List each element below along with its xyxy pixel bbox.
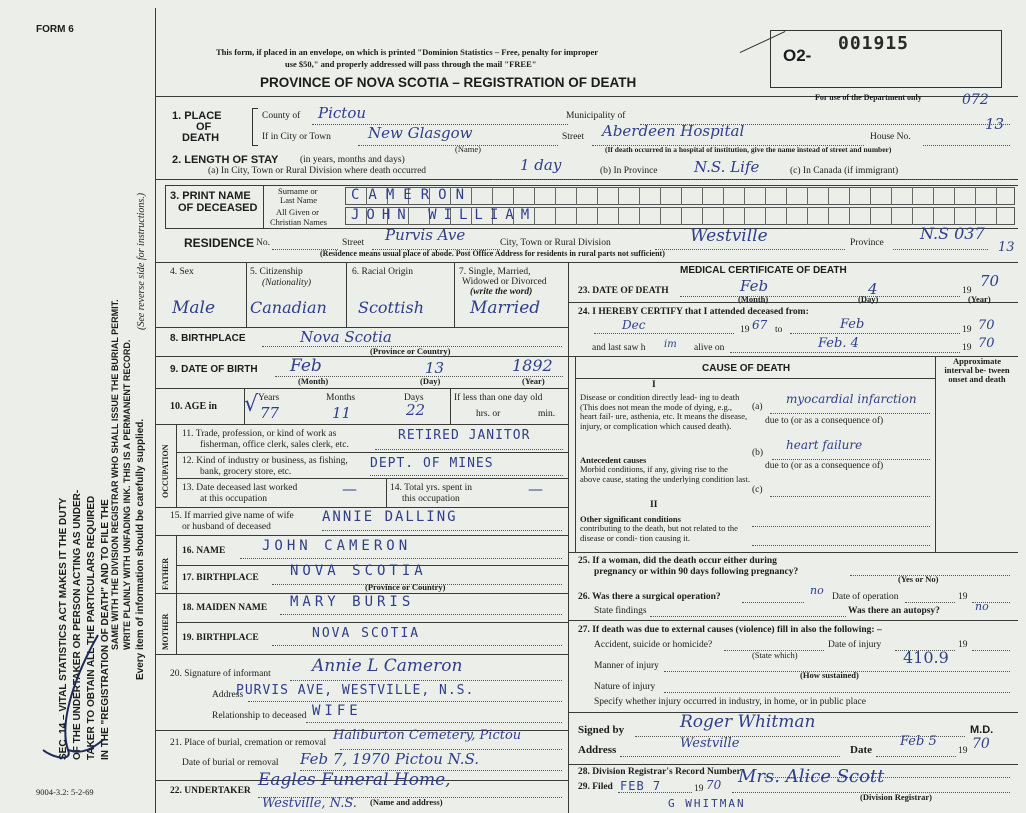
stay-a-value: 1 day	[520, 156, 562, 174]
name-grid-cell-divider	[618, 187, 619, 205]
dob-year: 1892	[512, 356, 553, 375]
given-names-label-2: Christian Names	[270, 217, 327, 227]
name-grid-cell-divider	[534, 187, 535, 205]
name-grid-cell-divider	[702, 187, 703, 205]
cause-a-value: myocardial infarction	[786, 392, 917, 406]
informant-address-label: Address	[212, 690, 244, 700]
state-which-label: (State which)	[752, 650, 798, 660]
mother-name-label: 18. MAIDEN NAME	[182, 603, 268, 613]
pregnancy-label: 25. If a woman, did the death occur either during	[578, 556, 777, 566]
given-names-value: JOHN WILLIAM	[351, 207, 537, 223]
dob-year-label: (Year)	[522, 376, 545, 386]
cause-b-value: heart failure	[786, 438, 863, 452]
dob-month-label: (Month)	[298, 376, 329, 386]
mother-birthplace-label: 19. BIRTHPLACE	[182, 633, 259, 643]
name-grid-cell-divider	[765, 187, 766, 205]
name-grid-cell-divider	[807, 207, 808, 225]
name-grid-cell-divider	[849, 207, 850, 225]
date-of-death-label: 23. DATE OF DEATH	[578, 286, 669, 296]
antecedent-sub: Morbid conditions, if any, giving rise to the above cause, stating the underlying condition last.	[580, 464, 750, 484]
accident-label: Accident, suicide or homicide?	[594, 640, 713, 650]
disease-label: Disease or condition directly lead- ing to death (This does not mean the mode of dying, e.g., heart fail- ure, asthenia, etc. It means the disease, injury, or complication which caused death).	[580, 392, 748, 431]
death-street-value: Aberdeen Hospital	[602, 122, 745, 140]
cause-of-death-title: CAUSE OF DEATH	[702, 363, 791, 374]
physician-address: Westville	[680, 736, 740, 751]
cause-b-label: (b)	[752, 448, 764, 458]
registration-number: 001915	[838, 33, 910, 54]
undertaker-label: 22. UNDERTAKER	[170, 786, 251, 796]
last-saw-year: 70	[978, 336, 995, 351]
certify-label: 24. I HEREBY CERTIFY that I attended deceased from:	[578, 307, 809, 317]
last-saw-label: and last saw h	[592, 343, 646, 353]
informant-signature: Annie L Cameron	[312, 656, 463, 676]
residence-province-code: 13	[998, 240, 1015, 255]
name-grid-cell-divider	[555, 207, 556, 225]
burial-date-value: Feb 7, 1970 Pictou N.S.	[300, 750, 480, 768]
birthplace-label: 8. BIRTHPLACE	[170, 333, 246, 344]
name-grid-cell-divider	[492, 187, 493, 205]
filed-year-prefix: 19	[694, 784, 704, 794]
name-sub: (Name)	[455, 144, 481, 154]
name-grid-cell-divider	[828, 207, 829, 225]
signature-mark	[38, 630, 108, 770]
citizenship-value: Canadian	[250, 298, 327, 317]
house-value: 13	[985, 115, 1005, 133]
sidebar-law-text-5: SAME WITH THE DIVISION REGISTRAR WHO SHALL ISSUE THE BURIAL PERMIT.	[110, 299, 120, 650]
dob-day-label: (Day)	[420, 376, 441, 386]
citizenship-label: 5. Citizenship	[250, 267, 303, 277]
burial-place-value: Haliburton Cemetery, Pictou	[333, 728, 522, 743]
stay-sub: (in years, months and days)	[300, 155, 405, 165]
name-grid-cell-divider	[975, 187, 976, 205]
signed-date-label: Date	[850, 744, 872, 756]
sidebar-note-2: (See reverse side for instructions.)	[136, 192, 147, 330]
place-label-of: OF	[196, 121, 212, 133]
residence-city-value: Westville	[690, 226, 768, 246]
mother-name-value: MARY BURIS	[290, 594, 415, 610]
other-conditions-sub: contributing to the death, but not related to the disease or condi- tion causing it.	[580, 523, 738, 543]
attended-from-year-prefix: 19	[740, 325, 750, 335]
marital-label: 7. Single, Married,	[459, 267, 531, 277]
name-grid-cell-divider	[555, 187, 556, 205]
sidebar-law-text-3: TAKER TO OBTAIN ALL THE PARTICULARS REQUIRED	[86, 495, 97, 760]
age-less-label: If less than one day old	[454, 393, 543, 403]
department-code: 072	[962, 92, 989, 108]
name-grid-cell-divider	[786, 187, 787, 205]
stay-b-value: N.S. Life	[694, 158, 760, 176]
residence-street-value: Purvis Ave	[385, 226, 466, 244]
name-grid-cell-divider	[912, 207, 913, 225]
form-title: PROVINCE OF NOVA SCOTIA – REGISTRATION OF DEATH	[260, 75, 637, 90]
interval-label: Approximate interval be- tween onset and death	[944, 356, 1010, 384]
last-worked-label: 13. Date deceased last worked	[182, 483, 298, 493]
age-years-label: Years	[258, 393, 280, 403]
findings-label: State findings	[594, 606, 647, 616]
external-code-value: 410.9	[903, 648, 949, 667]
cause-c-label: (c)	[752, 485, 763, 495]
name-grid-cell-divider	[681, 187, 682, 205]
name-grid-cell-divider	[660, 207, 661, 225]
age-years-value: 77	[260, 404, 280, 422]
age-months-value: 11	[332, 404, 352, 422]
length-of-stay-label: 2. LENGTH OF STAY	[172, 154, 279, 166]
city-label: If in City or Town	[262, 132, 331, 142]
last-saw-label-2: alive on	[694, 343, 725, 353]
antecedent-label: Antecedent causes	[580, 455, 647, 465]
signed-by-label: Signed by	[578, 724, 625, 736]
registrar-signature: Mrs. Alice Scott	[738, 766, 885, 787]
name-grid-cell-divider	[723, 187, 724, 205]
father-birthplace-value: NOVA SCOTIA	[290, 563, 427, 579]
operation-date-label: Date of operation	[832, 592, 899, 602]
date-of-birth-label: 9. DATE OF BIRTH	[170, 364, 258, 375]
signed-year-value: 70	[972, 736, 990, 752]
hospital-note: (If death occurred in a hospital of institution, give the name instead of street and number)	[605, 145, 892, 154]
cause-part-1: I	[652, 380, 656, 390]
trade-label: 11. Trade, profession, or kind of work as	[182, 429, 337, 439]
age-hrs-label: hrs. or	[476, 409, 501, 419]
filed-year: 70	[706, 778, 722, 792]
attended-from: Dec	[622, 318, 646, 332]
autopsy-label: Was there an autopsy?	[848, 606, 940, 616]
pregnancy-label-2: pregnancy or within 90 days following pregnancy?	[594, 567, 799, 577]
attended-to-year: 70	[978, 318, 995, 333]
name-grid-cell-divider	[618, 207, 619, 225]
mother-birthplace-value: NOVA SCOTIA	[312, 626, 421, 641]
name-grid-cell-divider	[933, 207, 934, 225]
sidebar-law-text: SEC. 14 – VITAL STATISTICS ACT MAKES IT THE DUTY	[58, 497, 69, 760]
due-to-label-2: due to (or as a consequence of)	[765, 461, 884, 471]
name-grid-cell-divider	[975, 207, 976, 225]
residence-no-label: No.	[256, 238, 270, 248]
attended-to: Feb	[840, 317, 865, 332]
last-saw-year-prefix: 19	[962, 343, 972, 353]
name-grid-cell-divider	[891, 207, 892, 225]
surname-value: CAMERON	[351, 187, 474, 203]
name-grid-cell-divider	[597, 187, 598, 205]
sidebar-law-text-4: IN THE "REGISTRATION OF DEATH" AND TO FILE THE	[100, 499, 111, 760]
injury-year-prefix: 19	[958, 640, 968, 650]
total-years-label-2: this occupation	[402, 494, 460, 504]
operation-year-prefix: 19	[958, 592, 968, 602]
last-worked-value: —	[342, 480, 357, 498]
residence-city-label: City, Town or Rural Division	[500, 238, 611, 248]
physician-address-label: Address	[578, 744, 617, 756]
injury-date-label: Date of injury	[828, 640, 882, 650]
name-grid-cell-divider	[996, 187, 997, 205]
pregnancy-yes-no: (Yes or No)	[898, 574, 939, 584]
municipality-label: Municipality of	[566, 111, 626, 121]
marital-value: Married	[470, 298, 541, 318]
birthplace-value: Nova Scotia	[300, 328, 392, 346]
filed-date: FEB 7	[620, 779, 662, 793]
citizenship-sub: (Nationality)	[262, 278, 312, 288]
marital-label-2: Widowed or Divorced	[462, 277, 547, 287]
dod-day-label: (Day)	[858, 294, 879, 304]
name-grid-cell-divider	[954, 187, 955, 205]
dod-year-prefix: 19	[962, 286, 972, 296]
industry-value: DEPT. OF MINES	[370, 456, 494, 471]
house-label: House No.	[870, 132, 911, 142]
surname-label: Surname or	[278, 186, 318, 196]
father-name-value: JOHN CAMERON	[262, 538, 412, 554]
name-grid-cell-divider	[807, 187, 808, 205]
other-conditions-label: Other significant conditions	[580, 514, 681, 524]
sidebar-law-text-2: OF THE UNDERTAKER OR PERSON ACTING AS UNDER-	[72, 489, 83, 760]
print-name-label-2: OF DECEASED	[178, 202, 258, 214]
external-causes-label: 27. If death was due to external causes (violence) fill in also the following: –	[578, 625, 882, 635]
residence-label: RESIDENCE	[184, 236, 255, 250]
trade-value: RETIRED JANITOR	[398, 428, 531, 443]
name-grid-cell-divider	[954, 207, 955, 225]
name-grid-cell-divider	[681, 207, 682, 225]
registrar-sub: (Division Registrar)	[860, 792, 933, 802]
physician-signature: Roger Whitman	[680, 712, 816, 732]
attended-to-label: to	[775, 325, 783, 335]
undertaker-value: Eagles Funeral Home,	[258, 770, 451, 790]
sex-value: Male	[172, 298, 216, 318]
surgical-operation-label: 26. Was there a surgical operation?	[578, 592, 721, 602]
last-saw-value: Feb. 4	[818, 336, 859, 351]
manner-label: Manner of injury	[594, 661, 659, 671]
age-months-label: Months	[326, 393, 356, 403]
racial-origin-label: 6. Racial Origin	[352, 267, 413, 277]
residence-province-label: Province	[850, 238, 884, 248]
name-grid-cell-divider	[870, 187, 871, 205]
medical-certificate-title: MEDICAL CERTIFICATE OF DEATH	[680, 265, 847, 276]
father-name-label: 16. NAME	[182, 546, 226, 556]
name-grid-cell-divider	[639, 187, 640, 205]
registration-prefix: O2-	[783, 46, 812, 65]
undertaker-sub: (Name and address)	[370, 797, 443, 807]
name-grid-cell-divider	[870, 207, 871, 225]
intro-text: This form, if placed in an envelope, on which is printed "Dominion Statistics – Free, penalty for improper	[216, 47, 599, 57]
dob-month: Feb	[290, 356, 322, 376]
name-grid-cell-divider	[639, 207, 640, 225]
mother-side-label: MOTHER	[161, 613, 170, 650]
name-grid-cell-divider	[702, 207, 703, 225]
name-grid-cell-divider	[576, 187, 577, 205]
attended-from-year: 67	[752, 318, 768, 332]
due-to-label: due to (or as a consequence of)	[765, 416, 884, 426]
county-value: Pictou	[318, 104, 367, 122]
signed-year-prefix: 19	[958, 746, 968, 756]
surgical-operation-value: no	[810, 584, 824, 597]
specify-label: Specify whether injury occurred in industry, in home, or in public place	[594, 697, 866, 707]
department-use-label: For use of the Department only	[815, 93, 922, 102]
name-grid-cell-divider	[828, 187, 829, 205]
registrar-stamp: G WHITMAN	[668, 797, 746, 810]
autopsy-value: no	[975, 600, 989, 613]
nature-label: Nature of injury	[594, 682, 656, 692]
name-grid-cell-divider	[933, 187, 934, 205]
name-grid-cell-divider	[723, 207, 724, 225]
intro-text-2: use $50," and properly addressed will pass through the mail "FREE"	[285, 59, 537, 69]
industry-label: 12. Kind of industry or business, as fishing,	[182, 456, 348, 466]
residence-province-value: N.S 037	[920, 224, 985, 243]
spouse-value: ANNIE DALLING	[322, 509, 458, 525]
county-label: County of	[262, 111, 301, 121]
father-birthplace-label: 17. BIRTHPLACE	[182, 573, 259, 583]
surname-label-2: Last Name	[280, 195, 318, 205]
relationship-value: WIFE	[312, 703, 362, 719]
dod-day: 4	[868, 280, 878, 298]
age-min-label: min.	[538, 409, 556, 419]
sidebar-law-text-6: WRITE PLAINLY WITH UNFADING INK. THIS IS A PERMANENT RECORD.	[122, 339, 132, 650]
age-days-value: 22	[406, 401, 426, 419]
name-grid-cell-divider	[912, 187, 913, 205]
relationship-label: Relationship to deceased	[212, 711, 307, 721]
name-grid-cell-divider	[576, 207, 577, 225]
sidebar-note: Every item of information should be carefully supplied.	[135, 418, 146, 680]
print-code: 9004-3.2: 5-2-69	[36, 787, 94, 797]
place-label-death: DEATH	[182, 132, 220, 144]
burial-date-label: Date of burial or removal	[182, 758, 279, 768]
name-grid-cell-divider	[996, 207, 997, 225]
street-label: Street	[562, 132, 585, 142]
marital-sub: (write the word)	[470, 287, 533, 297]
stay-c-label: (c) In Canada (if immigrant)	[790, 166, 899, 176]
residence-street-label: Street	[342, 238, 365, 248]
birthplace-sub: (Province or Country)	[370, 346, 451, 356]
father-side-label: FATHER	[161, 557, 170, 590]
md-label: M.D.	[970, 724, 994, 736]
trade-label-2: fisherman, office clerk, sales clerk, etc.	[200, 440, 349, 450]
total-years-label: 14. Total yrs. spent in	[390, 483, 473, 493]
racial-origin-value: Scottish	[358, 298, 425, 317]
father-birthplace-sub: (Province or Country)	[365, 582, 446, 592]
spouse-label-2: or husband of deceased	[182, 522, 271, 532]
place-label: 1. PLACE	[172, 110, 222, 122]
dod-month: Feb	[740, 277, 769, 295]
dod-year-label: (Year)	[968, 294, 991, 304]
name-grid-cell-divider	[891, 187, 892, 205]
name-grid-cell-divider	[660, 187, 661, 205]
cause-part-2: II	[650, 500, 658, 510]
last-saw-him: im	[664, 339, 677, 350]
how-sustained-label: (How sustained)	[800, 670, 859, 680]
given-names-label: All Given or	[276, 207, 319, 217]
dod-month-label: (Month)	[738, 294, 769, 304]
industry-label-2: bank, grocery store, etc.	[200, 467, 292, 477]
sex-label: 4. Sex	[170, 267, 194, 277]
occupation-side-label: OCCUPATION	[161, 444, 170, 498]
name-grid-cell-divider	[786, 207, 787, 225]
name-grid-cell-divider	[765, 207, 766, 225]
burial-place-label: 21. Place of burial, cremation or removal	[170, 738, 327, 748]
print-name-label: 3. PRINT NAME	[170, 190, 251, 202]
filed-label: 29. Filed	[578, 782, 613, 792]
spouse-label: 15. If married give name of wife	[170, 511, 294, 521]
total-years-value: —	[528, 480, 543, 498]
attended-to-year-prefix: 19	[962, 325, 972, 335]
informant-address-value: PURVIS AVE, WESTVILLE, N.S.	[236, 683, 475, 698]
undertaker-value-2: Westville, N.S.	[262, 796, 357, 811]
name-grid-cell-divider	[849, 187, 850, 205]
last-worked-label-2: at this occupation	[200, 494, 268, 504]
registrar-record-label: 28. Division Registrar's Record Number	[578, 767, 741, 777]
age-days-label: Days	[404, 393, 424, 403]
stay-a-label: (a) In City, Town or Rural Division where death occurred	[208, 166, 427, 176]
dod-year: 70	[980, 272, 1000, 290]
stay-b-label: (b) In Province	[600, 166, 658, 176]
city-value: New Glasgow	[368, 124, 473, 142]
dob-day: 13	[425, 359, 445, 377]
residence-note: (Residence means usual place of abode. Post Office Address for residents in rural parts not sufficient)	[320, 249, 665, 258]
age-check-icon: √	[244, 392, 259, 417]
form-number: FORM 6	[36, 24, 74, 35]
name-grid-cell-divider	[744, 187, 745, 205]
informant-signature-label: 20. Signature of informant	[170, 669, 271, 679]
signed-date-value: Feb 5	[900, 734, 937, 749]
name-grid-cell-divider	[744, 207, 745, 225]
name-grid-cell-divider	[513, 187, 514, 205]
name-grid-cell-divider	[597, 207, 598, 225]
cause-a-label: (a)	[752, 402, 763, 412]
age-label: 10. AGE in	[170, 401, 217, 412]
